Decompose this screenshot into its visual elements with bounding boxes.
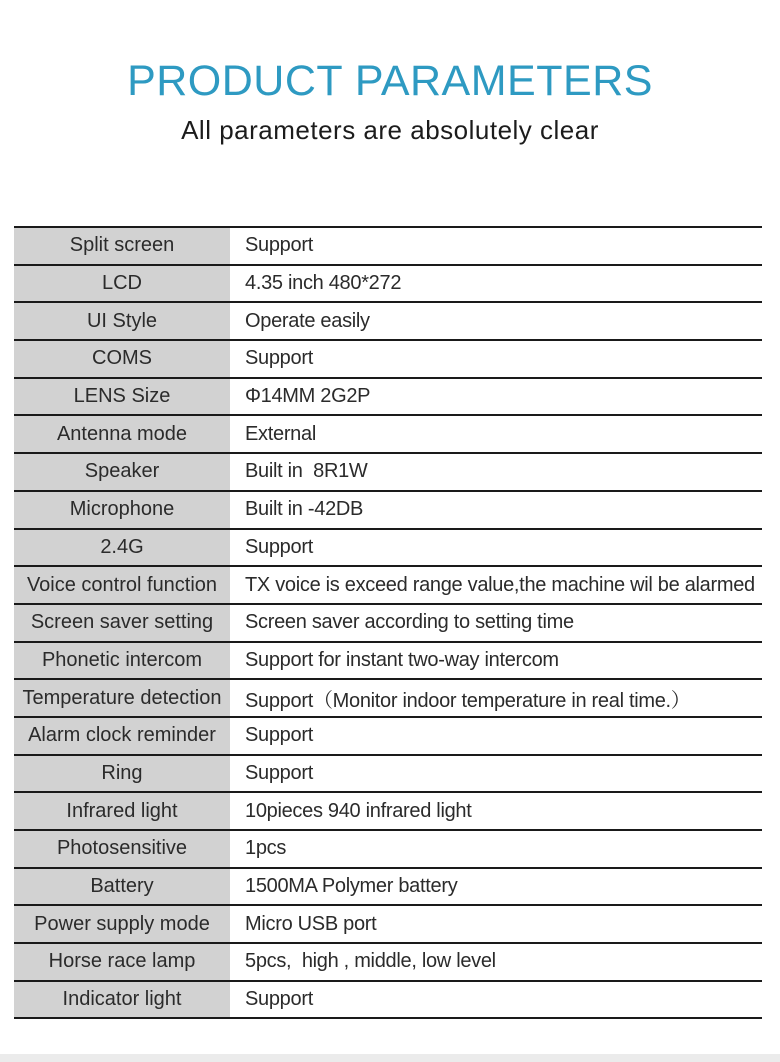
bottom-divider-strip <box>0 1054 780 1062</box>
param-value-cell: Support <box>245 761 313 784</box>
param-label-cell: Phonetic intercom <box>14 643 230 679</box>
table-row <box>14 454 762 492</box>
table-row <box>14 492 762 530</box>
param-label-cell: Temperature detection <box>14 680 230 716</box>
table-row <box>14 228 762 266</box>
table-row <box>14 643 762 681</box>
parameters-table <box>14 226 762 1019</box>
param-value-cell: 4.35 inch 480*272 <box>245 272 402 295</box>
table-row <box>14 869 762 907</box>
table-row <box>14 530 762 568</box>
param-label-cell: Alarm clock reminder <box>14 718 230 754</box>
param-label-cell: Power supply mode <box>14 906 230 942</box>
param-value-cell: TX voice is exceed range value,the machine wil be alarmed <box>245 573 755 596</box>
page-subtitle: All parameters are absolutely clear <box>181 115 599 145</box>
param-value-cell: 10pieces 940 infrared light <box>245 799 472 822</box>
table-row <box>14 341 762 379</box>
param-label-cell: Infrared light <box>14 793 230 829</box>
table-row <box>14 718 762 756</box>
param-label-cell: LENS Size <box>14 379 230 415</box>
param-value-cell: 1500MA Polymer battery <box>245 875 458 898</box>
table-row <box>14 944 762 982</box>
table-row <box>14 303 762 341</box>
param-label-cell: UI Style <box>14 303 230 339</box>
table-row <box>14 605 762 643</box>
param-value-cell: Support <box>245 988 313 1011</box>
table-row <box>14 982 762 1020</box>
param-label-cell: Indicator light <box>14 982 230 1018</box>
table-row <box>14 793 762 831</box>
param-label-cell: Split screen <box>14 228 230 264</box>
table-row <box>14 831 762 869</box>
table-row <box>14 379 762 417</box>
param-label-cell: Screen saver setting <box>14 605 230 641</box>
param-label-cell: Speaker <box>14 454 230 490</box>
param-value-cell: Support <box>245 535 313 558</box>
param-value-cell: Support <box>245 234 313 257</box>
param-label-cell: Horse race lamp <box>14 944 230 980</box>
param-label-cell: Photosensitive <box>14 831 230 867</box>
table-row <box>14 756 762 794</box>
param-label-cell: Microphone <box>14 492 230 528</box>
param-value-cell: Φ14MM 2G2P <box>245 385 371 408</box>
table-row <box>14 266 762 304</box>
param-label-cell: LCD <box>14 266 230 302</box>
param-value-cell: Micro USB port <box>245 912 377 935</box>
page-title: PRODUCT PARAMETERS <box>127 57 653 105</box>
table-row <box>14 567 762 605</box>
param-label-cell: Antenna mode <box>14 416 230 452</box>
param-label-cell: Battery <box>14 869 230 905</box>
param-value-cell: Support for instant two-way intercom <box>245 648 559 671</box>
table-row <box>14 416 762 454</box>
param-value-cell: External <box>245 422 316 445</box>
param-label-cell: Ring <box>14 756 230 792</box>
param-value-cell: Built in 8R1W <box>245 460 368 483</box>
param-value-cell: Screen saver according to setting time <box>245 611 574 634</box>
param-label-cell: COMS <box>14 341 230 377</box>
param-label-cell: 2.4G <box>14 530 230 566</box>
param-value-cell: 5pcs, high , middle, low level <box>245 950 496 973</box>
param-value-cell: 1pcs <box>245 837 287 860</box>
table-row <box>14 680 762 718</box>
param-value-cell: Support <box>245 347 313 370</box>
param-value-cell: Support <box>245 724 313 747</box>
param-label-cell: Voice control function <box>14 567 230 603</box>
param-value-cell: Built in -42DB <box>245 498 364 521</box>
param-value-cell: Operate easily <box>245 309 370 332</box>
param-value-cell: Support（Monitor indoor temperature in real time.） <box>245 689 691 712</box>
table-row <box>14 906 762 944</box>
